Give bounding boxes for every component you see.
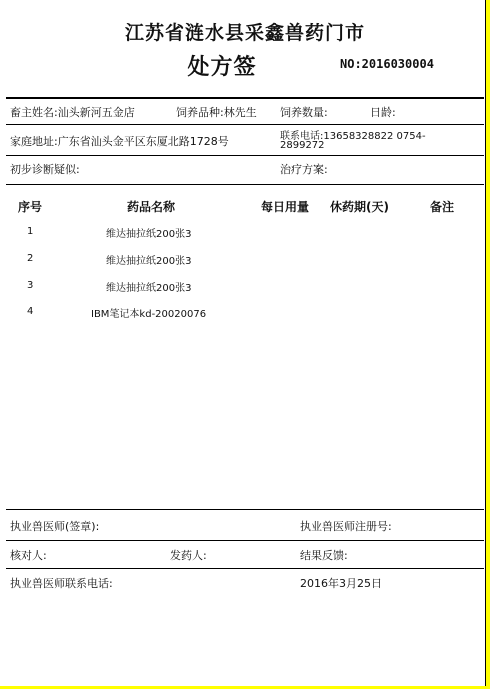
checker: 核对人:	[10, 549, 47, 562]
document-title: 江苏省涟水县采鑫兽药门市	[124, 22, 365, 44]
row-index: 3	[27, 280, 34, 291]
row-index: 4	[27, 306, 34, 317]
divider	[6, 97, 484, 99]
animal-species: 饲养品种:林先生	[176, 106, 257, 119]
divider	[6, 124, 484, 125]
column-header-daily-dosage: 每日用量	[261, 200, 310, 214]
row-drug-name: 维达抽拉纸200张3	[106, 256, 192, 267]
row-index: 2	[27, 253, 34, 264]
vet-contact-phone: 执业兽医师联系电话:	[10, 577, 113, 590]
divider	[6, 184, 484, 185]
divider	[6, 568, 484, 569]
contact-phone-continued: 2899272	[280, 140, 325, 151]
result-feedback: 结果反馈:	[300, 549, 348, 562]
animal-count: 饲养数量:	[280, 106, 328, 119]
vet-registration-number: 执业兽医师注册号:	[300, 520, 392, 533]
divider	[6, 540, 484, 541]
row-drug-name: 维达抽拉纸200张3	[106, 229, 192, 240]
vet-signature: 执业兽医师(签章):	[10, 520, 100, 533]
dispenser: 发药人:	[170, 549, 207, 562]
column-header-index: 序号	[18, 200, 43, 214]
animal-age: 日龄:	[370, 106, 396, 119]
treatment-plan: 治疗方案:	[280, 163, 328, 176]
prescription-number: NO:2016030004	[340, 57, 434, 71]
row-drug-name: IBM笔记本kd-20020076	[91, 309, 207, 320]
prescription-date: 2016年3月25日	[300, 577, 382, 590]
row-index: 1	[27, 226, 34, 237]
page-yellow-edge	[486, 0, 490, 689]
divider	[6, 155, 484, 156]
column-header-withdrawal-period: 休药期(天)	[330, 200, 389, 214]
preliminary-diagnosis: 初步诊断疑似:	[10, 163, 80, 176]
column-header-remarks: 备注	[430, 200, 455, 214]
document-subtitle: 处方签	[187, 54, 257, 80]
home-address: 家庭地址:广东省汕头金平区东厦北路1728号	[10, 135, 229, 148]
divider	[6, 509, 484, 510]
owner-name: 畜主姓名:汕头新河五金店	[10, 106, 135, 119]
contact-phone: 联系电话:13658328822 0754-	[280, 131, 426, 142]
column-header-drug-name: 药品名称	[127, 200, 176, 214]
row-drug-name: 维达抽拉纸200张3	[106, 283, 192, 294]
